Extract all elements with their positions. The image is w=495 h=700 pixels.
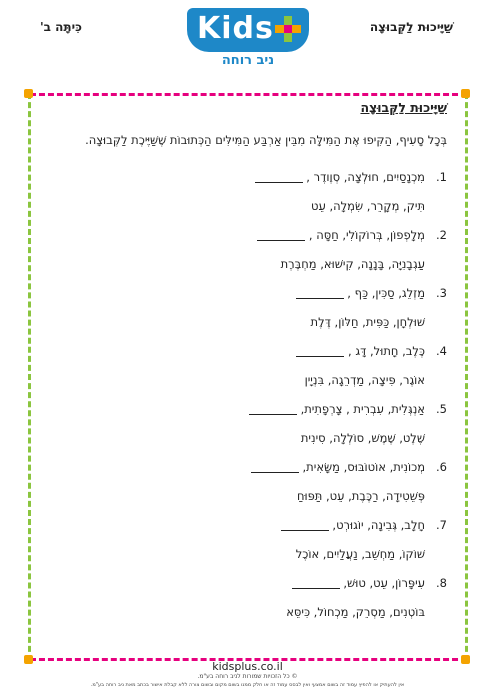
logo-subtitle: ניב רוחה bbox=[221, 53, 275, 68]
question-line bbox=[47, 279, 447, 308]
question-number: 6. bbox=[436, 460, 447, 474]
answer-blank[interactable] bbox=[255, 172, 303, 183]
question-list bbox=[47, 163, 447, 627]
kids-logo bbox=[187, 8, 309, 74]
answer-options: בּוֹטְנִים, מַסְרֵק, מַכְחוֹל, כִּיסֵּא bbox=[286, 605, 425, 619]
question-group-words: כֶּלֶב, חָתוּל, דָּג , bbox=[344, 344, 425, 358]
frame-corner-icon bbox=[24, 89, 33, 98]
answer-blank[interactable] bbox=[257, 230, 305, 241]
question-line bbox=[47, 453, 447, 482]
frame-top-border bbox=[30, 93, 467, 96]
question-number: 5. bbox=[436, 402, 447, 416]
footer-legal: אין להעתיק או להפיץ עמוד זה בשום אמצעי ואין לבסס עמוד זה או חלק ממנו בשום מקום ובשום צורה ללא קבלת אישור בכתב מאת ניב רוחה בע"מ. bbox=[90, 682, 405, 688]
question-group-words: מְכוֹנִית, אוֹטוֹבּוּס, מַשָּׂאִית, bbox=[298, 460, 425, 474]
page-header bbox=[0, 0, 495, 80]
frame-corner-icon bbox=[461, 89, 470, 98]
header-grade: כִּיתָּה ב' bbox=[40, 20, 82, 34]
question-number: 3. bbox=[436, 286, 447, 300]
answer-options: שׁוּלְחָן, כַּפִּית, חַלּוֹן, דֶּלֶת bbox=[310, 315, 425, 329]
answer-blank[interactable] bbox=[251, 462, 299, 473]
question-group-words: עִיפָּרוֹן, עֵט, טוּשׁ, bbox=[339, 576, 425, 590]
answer-options: שׁוֹקוֹ, מַחְשֵׁב, נַעֲלַיִים, אוֹכֶל bbox=[295, 547, 425, 561]
footer-site: kidsplus.co.il bbox=[212, 660, 283, 673]
question-line bbox=[47, 395, 447, 424]
logo-text: Kids bbox=[197, 11, 274, 46]
question-number: 8. bbox=[436, 576, 447, 590]
answer-blank[interactable] bbox=[281, 520, 329, 531]
frame-left-border bbox=[28, 93, 31, 661]
frame-right-border bbox=[465, 93, 468, 661]
question-line bbox=[47, 163, 447, 192]
question-line bbox=[47, 511, 447, 540]
footer-copyright: © כל הזכויות שמורות לניב רוחה בע"מ. bbox=[197, 673, 298, 680]
question-group-words: מִכְנָסַיִים, חוּלְצָה, סְוֶודֶר , bbox=[302, 170, 425, 184]
answer-options: תִּיק, מְקָרֵר, שִׂמְלָה, עֵט bbox=[311, 199, 425, 213]
answer-options: שֶׁלֶט, שֶׁמֶשׁ, סוֹלְלָה, סִינִית bbox=[300, 431, 425, 445]
answer-blank[interactable] bbox=[296, 346, 344, 357]
question-number: 7. bbox=[436, 518, 447, 532]
question-group-words: מְלָפְפוֹן, בְּרוֹקוֹלִי, חַסָּה , bbox=[305, 228, 425, 242]
question-group-words: חָלָב, גְּבִינָה, יוֹגוּרְט, bbox=[328, 518, 425, 532]
question-number: 1. bbox=[436, 170, 447, 184]
answer-blank[interactable] bbox=[296, 288, 344, 299]
answer-options: פְּשֵׁטִידָה, רַכֶּבֶת, עֵט, תַּפּוּחַ bbox=[296, 489, 425, 503]
question-line bbox=[47, 569, 447, 598]
question-number: 4. bbox=[436, 344, 447, 358]
answer-blank[interactable] bbox=[249, 404, 297, 415]
header-worksheet-title: שַׁיָּיכוּת לַקְּבוּצָה bbox=[369, 20, 453, 34]
worksheet-instructions: בְּכָל סָעִיף, הַקִּיפוּ אֶת הַמִּילָּה מִבֵּין אַרְבַּע הַמִּילִּים הַכְּתוּבוֹת שֶׁשַּׁיֶּיכֶת לַקְּבוּצָה. bbox=[85, 133, 447, 147]
question-line bbox=[47, 337, 447, 366]
plus-icon bbox=[275, 16, 301, 42]
question-group-words: מַזְלֵג, סַכִּין, כַּף , bbox=[343, 286, 425, 300]
worksheet-title: שַׁיָּיכוּת לַקְּבוּצָה bbox=[360, 100, 447, 115]
question-number: 2. bbox=[436, 228, 447, 242]
question-group-words: אַנְגְּלִית, עִבְרִית , צָרְפָתִית, bbox=[296, 402, 425, 416]
answer-options: אוֹגֶר, פִּיצָה, מַדְרֵגָה, בִּנְיָין bbox=[304, 373, 425, 387]
answer-options: עַגְבָנִיָּה, בָּנָנָה, קִישׁוּא, מַחְבֶּרֶת bbox=[280, 257, 425, 271]
question-line bbox=[47, 221, 447, 250]
answer-blank[interactable] bbox=[292, 578, 340, 589]
worksheet-content bbox=[47, 100, 447, 627]
